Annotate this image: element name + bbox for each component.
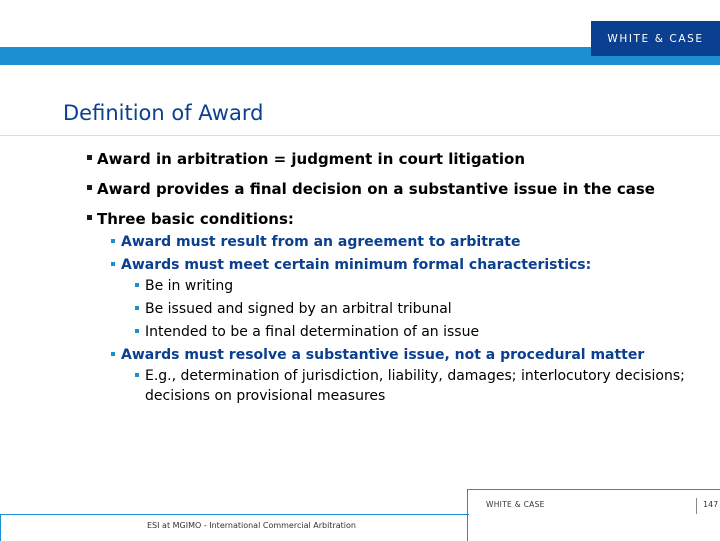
footer-right-frame <box>467 489 720 541</box>
substantive-examples: E.g., determination of jurisdiction, liability, damages; interlocutory decisions; decisions on provisional measures <box>135 366 687 406</box>
condition-substantive-label: Awards must resolve a substantive issue, not a procedural matter <box>121 347 645 363</box>
bullet-award-judgment: Award in arbitration = judgment in court litigation <box>87 148 687 170</box>
formal-final: Intended to be a final determination of an issue <box>135 322 687 342</box>
page-number: 147 <box>703 500 719 509</box>
footer-course-text: ESI at MGIMO - International Commercial Arbitration <box>147 521 356 530</box>
formal-characteristics-list <box>135 276 687 342</box>
substantive-examples-list <box>135 366 687 406</box>
page-number-divider <box>696 498 697 514</box>
slide-title: Definition of Award <box>63 101 264 126</box>
formal-writing: Be in writing <box>135 276 687 296</box>
formal-signed: Be issued and signed by an arbitral tribunal <box>135 299 687 319</box>
condition-formal <box>111 255 687 342</box>
conditions-list <box>111 232 687 406</box>
bullet-list <box>87 148 687 414</box>
title-area <box>0 64 720 136</box>
bullet-three-conditions <box>87 208 687 406</box>
bullet-final-decision: Award provides a final decision on a substantive issue in the case <box>87 178 687 200</box>
white-case-logo <box>591 21 720 56</box>
logo-text: WHITE & CASE <box>607 32 704 45</box>
condition-formal-label: Awards must meet certain minimum formal characteristics: <box>121 257 592 273</box>
bullet-three-conditions-label: Three basic conditions: <box>97 210 294 228</box>
condition-substantive <box>111 345 687 406</box>
footer-brand: WHITE & CASE <box>486 500 545 509</box>
condition-agreement: Award must result from an agreement to arbitrate <box>111 232 687 252</box>
